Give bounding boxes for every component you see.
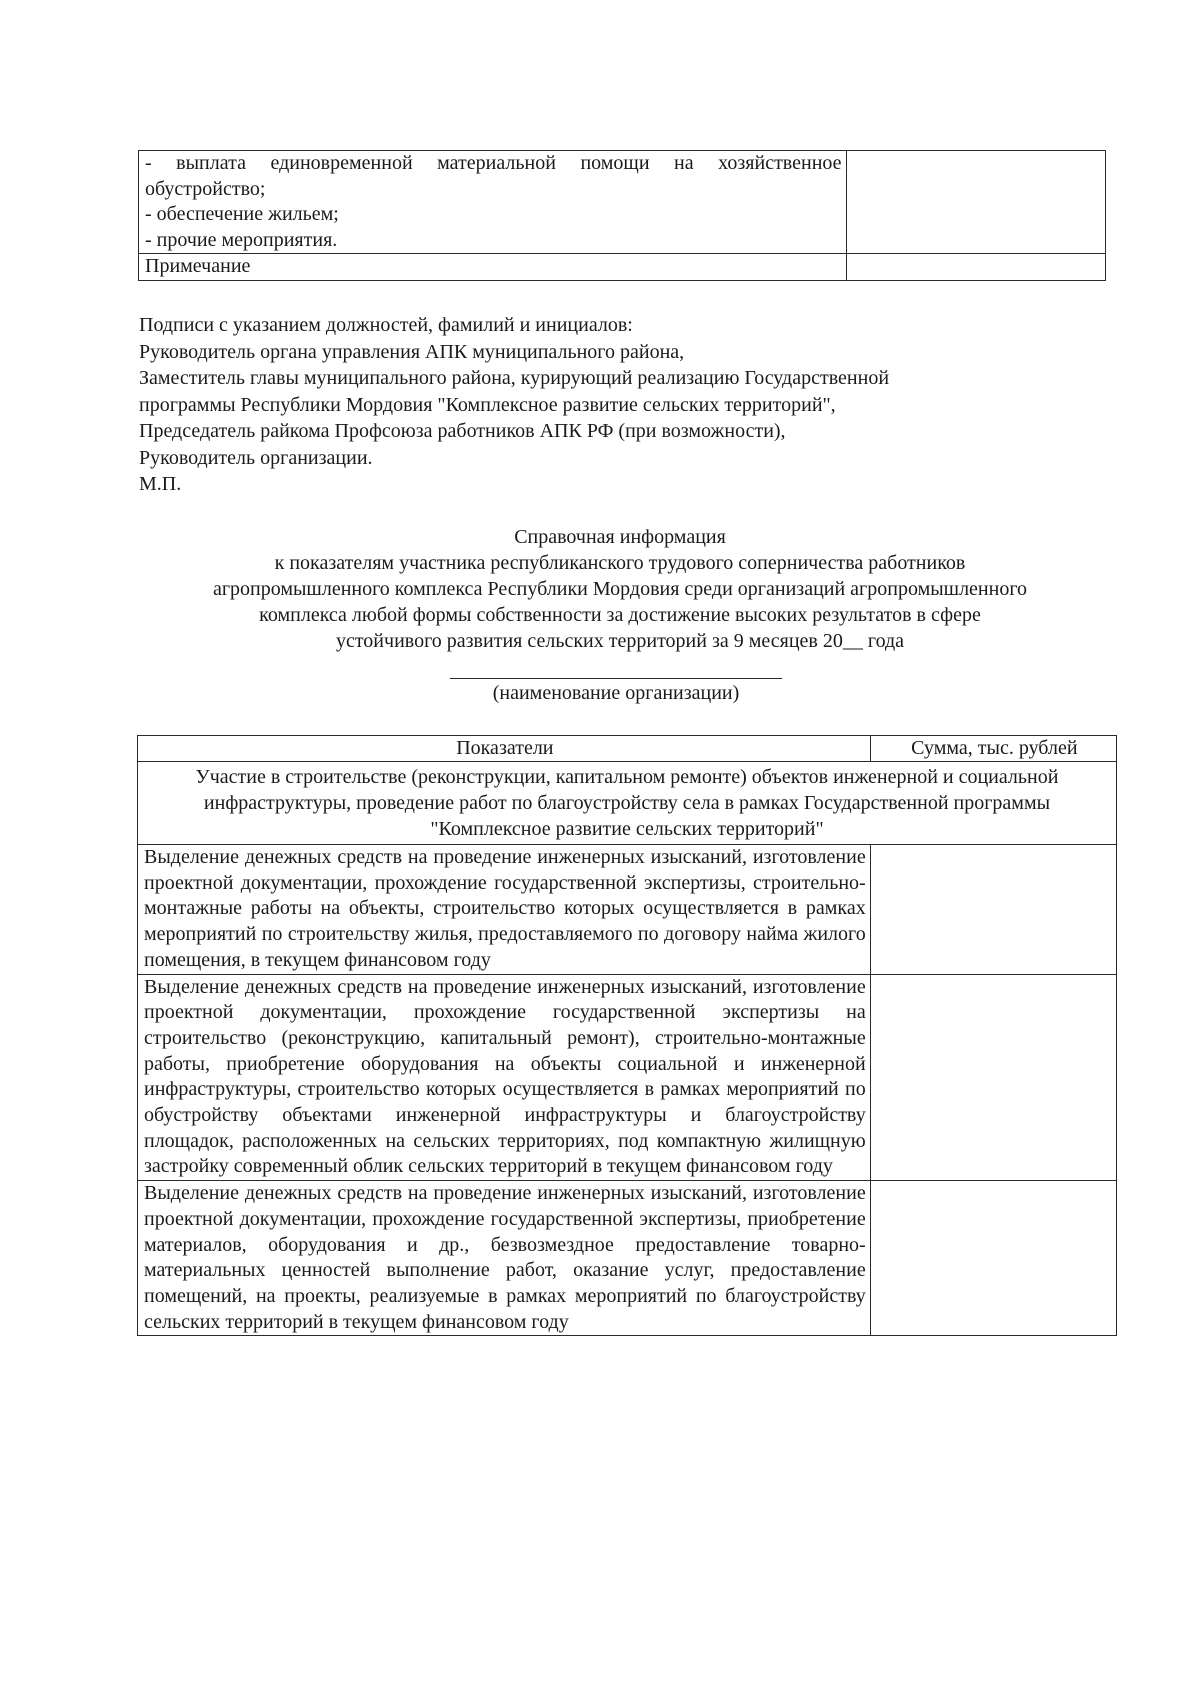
signature-line: Руководитель органа управления АПК муниципального района, xyxy=(139,340,685,363)
indicator-text: Выделение денежных средств на проведение инженерных изысканий, изготовление проектной документации, прохождение государственной экспертизы, строительно-монтажные работы на объекты, строительство которых осуществляется в рамках мероприятий по строительству жилья, предоставляемого по договору найма жилого помещения, в текущем финансовом году xyxy=(138,845,871,975)
activity-line: - выплата единовременной материальной помощи на хозяйственное обустройство; xyxy=(145,152,842,200)
reference-line: комплекса любой формы собственности за достижение высоких результатов в сфере xyxy=(259,604,981,626)
reference-title: Справочная информация xyxy=(514,526,726,548)
signature-line: Заместитель главы муниципального района, курирующий реализацию Государственной xyxy=(139,367,890,389)
table-row xyxy=(138,1181,1117,1336)
organization-caption: (наименование организации) xyxy=(492,682,740,704)
organization-name-blank xyxy=(450,678,782,679)
header-amount: Сумма, тыс. рублей xyxy=(870,736,1116,762)
table-row xyxy=(138,845,1117,975)
indicators-table xyxy=(137,735,1117,1336)
reference-line: к показателям участника республиканского трудового соперничества работников xyxy=(274,552,966,574)
signatures-block xyxy=(139,312,889,498)
header-indicators: Показатели xyxy=(138,736,871,762)
indicator-text: Выделение денежных средств на проведение инженерных изысканий, изготовление проектной документации, прохождение государственной экспертизы на строительство (реконструкцию, капитальный ремонт), строительно-монтажные работы, приобретение оборудования на объекты социальной и инженерной инфраструктуры, строительство которых осуществляется в рамках мероприятий по обустройству объектами инженерной инфраструктуры и благоустройству площадок, расположенных на сельских территориях, под компактную жилищную застройку современный облик сельских территорий в текущем финансовом году xyxy=(138,974,871,1181)
reference-heading xyxy=(140,524,1100,654)
amount-cell xyxy=(870,974,1116,1181)
table-row xyxy=(139,254,1106,281)
table-header-row xyxy=(138,736,1117,762)
reference-line: агропромышленного комплекса Республики Мордовия среди организаций агропромышленного xyxy=(212,578,1028,600)
signature-line: Председатель райкома Профсоюза работников АПК РФ (при возможности), xyxy=(139,420,786,442)
signature-line: программы Республики Мордовия "Комплексное развитие сельских территорий", xyxy=(139,393,836,416)
activity-line: - обеспечение жильем; xyxy=(145,203,339,225)
amount-cell xyxy=(870,845,1116,975)
section-row xyxy=(138,762,1117,845)
table-cell-value xyxy=(846,254,1105,281)
stamp-place-label: М.П. xyxy=(139,473,182,495)
signature-line: Подписи с указанием должностей, фамилий и инициалов: xyxy=(139,314,633,336)
indicator-text: Выделение денежных средств на проведение инженерных изысканий, изготовление проектной документации, прохождение государственной экспертизы, приобретение материалов, оборудования и др., безвозмездное предоставление товарно-материальных ценностей выполнение работ, оказание услуг, предоставление помещений, на проекты, реализуемые в рамках мероприятий по благоустройству сельских территорий в текущем финансовом году xyxy=(138,1181,871,1336)
table-row xyxy=(139,151,1106,254)
table-cell-activities xyxy=(139,151,847,254)
reference-line: устойчивого развития сельских территорий за 9 месяцев 20__ года xyxy=(335,630,905,652)
activity-line: - прочие мероприятия. xyxy=(145,228,338,251)
amount-cell xyxy=(870,1181,1116,1336)
section-title: Участие в строительстве (реконструкции, капитальном ремонте) объектов инженерной и социальной инфраструктуры, проведение работ по благоустройству села в рамках Государственной программы "Комплексное развитие сельских территорий" xyxy=(138,762,1117,845)
assistance-table xyxy=(138,150,1106,281)
signature-line: Руководитель организации. xyxy=(139,446,373,469)
note-label: Примечание xyxy=(145,255,251,277)
table-cell-note-label xyxy=(139,254,847,281)
table-row xyxy=(138,974,1117,1181)
table-cell-value xyxy=(846,151,1105,254)
